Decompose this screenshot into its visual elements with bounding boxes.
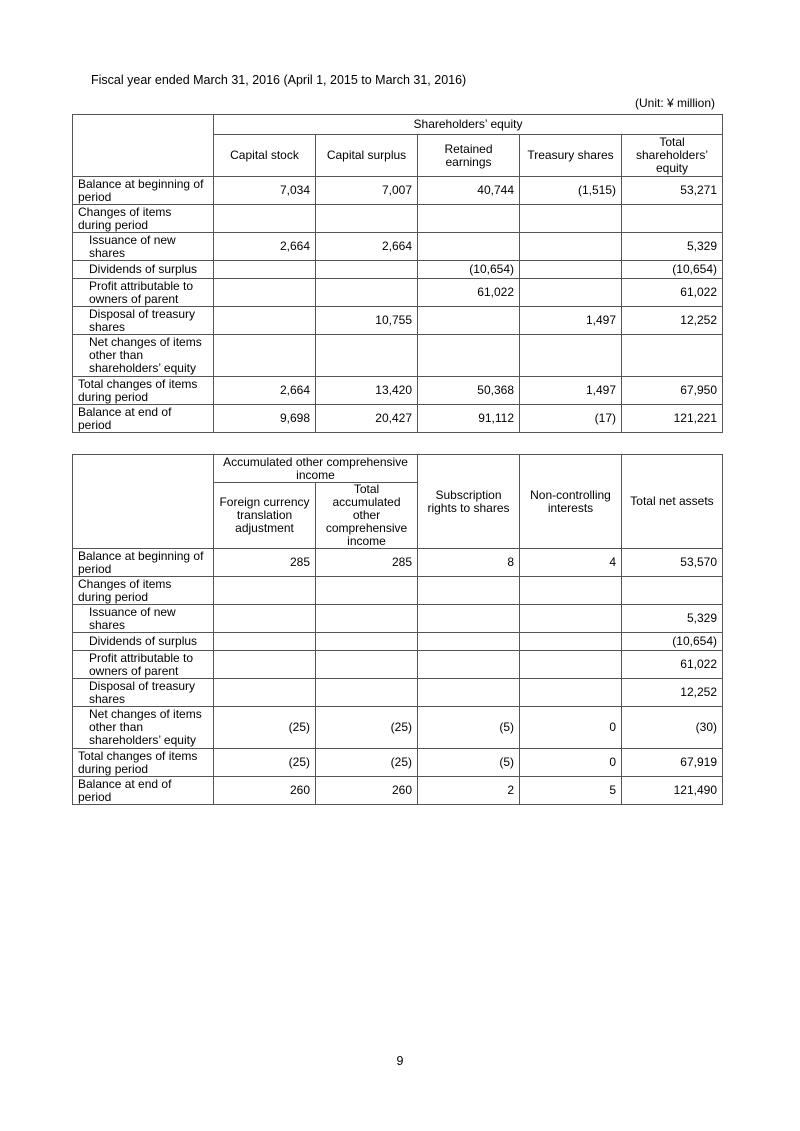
cell-value	[418, 233, 520, 261]
cell-value: 61,022	[418, 279, 520, 307]
document-title: Fiscal year ended March 31, 2016 (April 1, 2015 to March 31, 2016)	[91, 73, 467, 87]
table-row	[73, 577, 723, 605]
column-header: Treasury shares	[520, 135, 622, 177]
cell-value	[214, 307, 316, 335]
table-row	[73, 651, 723, 679]
cell-value	[316, 679, 418, 707]
cell-value: 50,368	[418, 377, 520, 405]
cell-value	[622, 205, 723, 233]
cell-value: 67,919	[622, 749, 723, 777]
cell-value: (25)	[316, 707, 418, 749]
cell-value	[418, 651, 520, 679]
cell-value	[418, 679, 520, 707]
column-header: Retained earnings	[418, 135, 520, 177]
cell-value: 12,252	[622, 307, 723, 335]
cell-value: 7,034	[214, 177, 316, 205]
cell-value	[214, 633, 316, 651]
cell-value: (25)	[316, 749, 418, 777]
cell-value	[214, 335, 316, 377]
row-label: Balance at beginning of period	[73, 549, 214, 577]
cell-value: (10,654)	[622, 261, 723, 279]
cell-value: (25)	[214, 707, 316, 749]
group-header: Accumulated other comprehensive income	[214, 455, 418, 483]
cell-value: 5	[520, 777, 622, 805]
column-header: Total accumulated other comprehensive income	[316, 483, 418, 549]
row-label: Changes of items during period	[73, 205, 214, 233]
unit-note: (Unit: ¥ million)	[634, 96, 715, 110]
column-header: Capital stock	[214, 135, 316, 177]
cell-value: 121,221	[622, 405, 723, 433]
cell-value: 67,950	[622, 377, 723, 405]
table-row	[73, 335, 723, 377]
cell-value	[214, 605, 316, 633]
cell-value	[520, 651, 622, 679]
cell-value	[520, 577, 622, 605]
cell-value	[214, 651, 316, 679]
cell-value: 53,570	[622, 549, 723, 577]
cell-value: 0	[520, 749, 622, 777]
table-row	[73, 279, 723, 307]
cell-value	[316, 205, 418, 233]
table-row	[73, 377, 723, 405]
shareholders-equity-table	[72, 114, 723, 433]
table-row	[73, 633, 723, 651]
row-label: Profit attributable to owners of parent	[73, 651, 214, 679]
group-header: Shareholders’ equity	[214, 115, 723, 135]
cell-value	[316, 279, 418, 307]
table-row	[73, 549, 723, 577]
cell-value: 8	[418, 549, 520, 577]
row-label: Balance at end of period	[73, 777, 214, 805]
cell-value	[316, 605, 418, 633]
cell-value	[418, 577, 520, 605]
table-row	[73, 679, 723, 707]
row-label: Dividends of surplus	[73, 261, 214, 279]
cell-value	[418, 205, 520, 233]
cell-value	[520, 605, 622, 633]
cell-value: 13,420	[316, 377, 418, 405]
cell-value: (5)	[418, 707, 520, 749]
cell-value: 40,744	[418, 177, 520, 205]
cell-value	[520, 679, 622, 707]
table-row	[73, 777, 723, 805]
cell-value: 5,329	[622, 233, 723, 261]
cell-value: (10,654)	[418, 261, 520, 279]
net-assets-table	[72, 454, 723, 805]
row-label: Net changes of items other than shareholders’ equity	[73, 707, 214, 749]
cell-value	[214, 279, 316, 307]
cell-value	[418, 605, 520, 633]
cell-value: 91,112	[418, 405, 520, 433]
cell-value	[418, 335, 520, 377]
column-header: Subscription rights to shares	[418, 455, 520, 549]
column-header: Non-controlling interests	[520, 455, 622, 549]
cell-value	[520, 279, 622, 307]
row-label: Net changes of items other than shareholders’ equity	[73, 335, 214, 377]
cell-value: 285	[316, 549, 418, 577]
column-header: Foreign currency translation adjustment	[214, 483, 316, 549]
row-label: Profit attributable to owners of parent	[73, 279, 214, 307]
row-label: Dividends of surplus	[73, 633, 214, 651]
cell-value: (17)	[520, 405, 622, 433]
row-label: Changes of items during period	[73, 577, 214, 605]
cell-value: 10,755	[316, 307, 418, 335]
cell-value: 121,490	[622, 777, 723, 805]
cell-value	[214, 261, 316, 279]
row-label: Total changes of items during period	[73, 377, 214, 405]
cell-value: (5)	[418, 749, 520, 777]
cell-value	[316, 633, 418, 651]
table-row	[73, 707, 723, 749]
cell-value	[622, 577, 723, 605]
row-label: Issuance of new shares	[73, 605, 214, 633]
cell-value: 53,271	[622, 177, 723, 205]
cell-value: 2,664	[214, 233, 316, 261]
row-label: Disposal of treasury shares	[73, 679, 214, 707]
cell-value: (30)	[622, 707, 723, 749]
table-row	[73, 405, 723, 433]
table-row	[73, 177, 723, 205]
cell-value: 5,329	[622, 605, 723, 633]
column-header: Capital surplus	[316, 135, 418, 177]
cell-value	[316, 335, 418, 377]
cell-value	[520, 233, 622, 261]
cell-value	[520, 205, 622, 233]
cell-value: 61,022	[622, 279, 723, 307]
cell-value: 7,007	[316, 177, 418, 205]
cell-value	[520, 335, 622, 377]
cell-value	[418, 307, 520, 335]
cell-value	[520, 261, 622, 279]
cell-value: 61,022	[622, 651, 723, 679]
cell-value	[316, 651, 418, 679]
cell-value: 4	[520, 549, 622, 577]
cell-value	[214, 577, 316, 605]
row-label: Balance at end of period	[73, 405, 214, 433]
cell-value: 260	[316, 777, 418, 805]
cell-value: 2,664	[214, 377, 316, 405]
table-row	[73, 261, 723, 279]
page-number: 9	[396, 1054, 404, 1068]
header-blank-cell	[73, 115, 214, 177]
cell-value: 260	[214, 777, 316, 805]
cell-value: 2	[418, 777, 520, 805]
cell-value: 9,698	[214, 405, 316, 433]
cell-value	[316, 577, 418, 605]
row-label: Total changes of items during period	[73, 749, 214, 777]
cell-value: (25)	[214, 749, 316, 777]
cell-value: 20,427	[316, 405, 418, 433]
cell-value: (1,515)	[520, 177, 622, 205]
cell-value	[520, 633, 622, 651]
cell-value: 0	[520, 707, 622, 749]
table-row	[73, 205, 723, 233]
column-header: Total net assets	[622, 455, 723, 549]
column-header: Total shareholders’ equity	[622, 135, 723, 177]
cell-value	[418, 633, 520, 651]
cell-value: (10,654)	[622, 633, 723, 651]
cell-value: 1,497	[520, 377, 622, 405]
table-row	[73, 307, 723, 335]
row-label: Disposal of treasury shares	[73, 307, 214, 335]
cell-value	[622, 335, 723, 377]
cell-value: 12,252	[622, 679, 723, 707]
row-label: Balance at beginning of period	[73, 177, 214, 205]
table-row	[73, 749, 723, 777]
row-label: Issuance of new shares	[73, 233, 214, 261]
cell-value: 1,497	[520, 307, 622, 335]
cell-value	[214, 205, 316, 233]
table-row	[73, 233, 723, 261]
table-row	[73, 605, 723, 633]
cell-value	[214, 679, 316, 707]
cell-value	[316, 261, 418, 279]
cell-value: 2,664	[316, 233, 418, 261]
header-blank-cell	[73, 455, 214, 549]
cell-value: 285	[214, 549, 316, 577]
